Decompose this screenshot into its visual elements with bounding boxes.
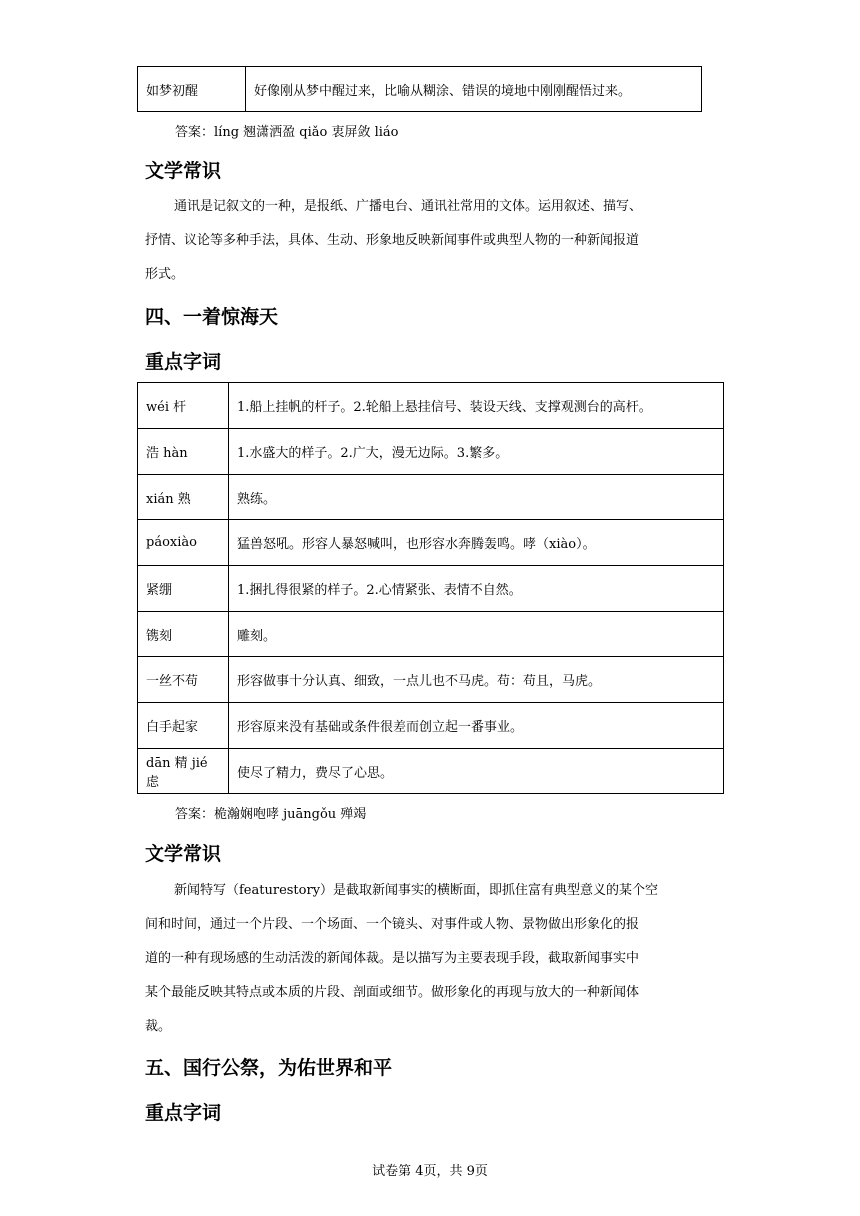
section-heading: 重点字词 — [145, 351, 222, 373]
answer-line: 答案：líng 翘潇洒盈 qiǎo 衷屏敛 liáo — [175, 125, 399, 140]
term-cell: 如梦初醒 — [138, 67, 246, 112]
answer-line: 答案：桅瀚娴咆哮 juāngǒu 殚竭 — [175, 807, 367, 822]
section-heading: 文学常识 — [145, 160, 222, 182]
section-heading: 重点字词 — [145, 1102, 222, 1124]
term-cell: dān 精 jié虑 — [138, 749, 229, 794]
paragraph-line: 某个最能反映其特点或本质的片段、剖面或细节。做形象化的再现与放大的一种新闻体 — [145, 985, 640, 1000]
table-row — [138, 67, 702, 112]
term-cell: 紧绷 — [138, 566, 229, 612]
table-row — [138, 429, 724, 475]
table-row — [138, 475, 724, 520]
term-cell: 镌刻 — [138, 612, 229, 657]
definition-cell: 雕刻。 — [229, 612, 724, 657]
paragraph-line: 道的一种有现场感的生动活泼的新闻体裁。是以描写为主要表现手段，截取新闻事实中 — [145, 951, 640, 966]
definition-cell: 使尽了精力，费尽了心思。 — [229, 749, 724, 794]
table-row — [138, 520, 724, 566]
paragraph-line: 间和时间，通过一个片段、一个场面、一个镜头、对事件或人物、景物做出形象化的报 — [145, 917, 640, 932]
page-number-footer: 试卷第 4页，共 9页 — [372, 1164, 488, 1179]
table-row — [138, 566, 724, 612]
chapter-title: 五、国行公祭，为佑世界和平 — [145, 1057, 393, 1079]
term-cell: 浩 hàn — [138, 429, 229, 475]
section-heading: 文学常识 — [145, 843, 222, 865]
literary-knowledge-paragraph — [145, 874, 725, 1044]
table-row — [138, 612, 724, 657]
definition-cell: 形容原来没有基础或条件很差而创立起一番事业。 — [229, 703, 724, 749]
paragraph-line: 形式。 — [145, 267, 185, 282]
table-row — [138, 383, 724, 429]
term-cell: 白手起家 — [138, 703, 229, 749]
table-row — [138, 749, 724, 794]
paragraph-line: 裁。 — [145, 1019, 172, 1034]
table-row — [138, 657, 724, 703]
definition-cell: 猛兽怒吼。形容人暴怒喊叫，也形容水奔腾轰鸣。哮（xiào）。 — [229, 520, 724, 566]
definition-cell: 1.船上挂帆的杆子。2.轮船上悬挂信号、装设天线、支撑观测台的高杆。 — [229, 383, 724, 429]
term-cell: xián 熟 — [138, 475, 229, 520]
term-cell: wéi 杆 — [138, 383, 229, 429]
paragraph-line: 抒情、议论等多种手法，具体、生动、形象地反映新闻事件或典型人物的一种新闻报道 — [145, 233, 640, 248]
term-cell: 一丝不苟 — [138, 657, 229, 703]
top-definition-table — [137, 66, 702, 112]
key-words-table — [137, 382, 724, 794]
table-row — [138, 703, 724, 749]
definition-cell: 好像刚从梦中醒过来，比喻从糊涂、错误的境地中刚刚醒悟过来。 — [246, 67, 702, 112]
definition-cell: 熟练。 — [229, 475, 724, 520]
chapter-title: 四、一着惊海天 — [145, 306, 279, 328]
definition-cell: 1.捆扎得很紧的样子。2.心情紧张、表情不自然。 — [229, 566, 724, 612]
definition-cell: 形容做事十分认真、细致，一点儿也不马虎。苟：苟且，马虎。 — [229, 657, 724, 703]
definition-cell: 1.水盛大的样子。2.广大，漫无边际。3.繁多。 — [229, 429, 724, 475]
paragraph-line: 新闻特写（featurestory）是截取新闻事实的横断面，即抓住富有典型意义的某个空 — [174, 883, 659, 898]
term-cell: páoxiào — [138, 520, 229, 566]
literary-knowledge-paragraph — [145, 190, 725, 292]
paragraph-line: 通讯是记叙文的一种，是报纸、广播电台、通讯社常用的文体。运用叙述、描写、 — [174, 199, 643, 214]
